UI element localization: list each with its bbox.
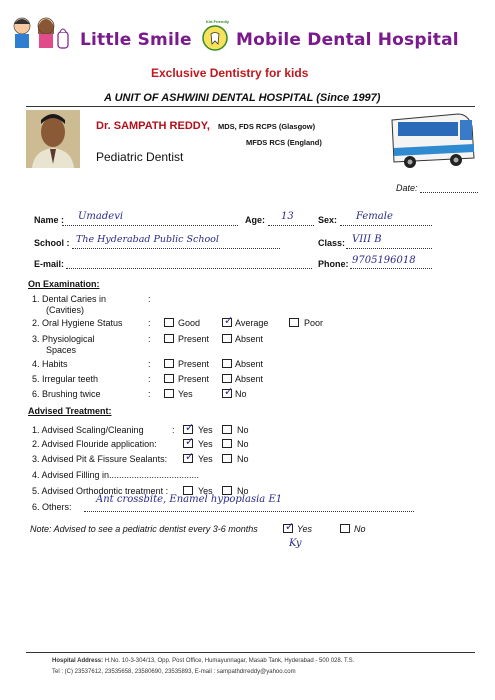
- sex-value: Female: [356, 211, 393, 222]
- tagline: Exclusive Dentistry for kids: [151, 66, 309, 80]
- followup-note: Note: Advised to see a pediatric dentist every 3-6 months: [30, 524, 258, 534]
- treatment-item-1-colon: :: [172, 425, 175, 435]
- habits-absent-label: Absent: [235, 359, 264, 369]
- brushing-yes-checkbox[interactable]: [164, 389, 174, 398]
- email-label: E-mail:: [34, 259, 65, 269]
- email-field[interactable]: [66, 268, 312, 269]
- doctor-name: Dr. SAMPATH REDDY,: [96, 120, 210, 132]
- spaces-present-checkbox[interactable]: [164, 334, 174, 343]
- treatment-item-2-label: 2. Advised Flouride application:: [32, 439, 157, 449]
- irregular-present-label: Present: [178, 374, 210, 384]
- name-label: Name :: [34, 215, 65, 225]
- sealants-no-label: No: [237, 454, 249, 464]
- kids-logo-icon: [6, 14, 74, 54]
- footer-address-text: H.No. 10-3-304/13, Opp. Post Office, Humayunnagar, Masab Tank, Hyderabad - 500 028. T.S.: [104, 658, 355, 664]
- class-label: Class:: [318, 238, 346, 248]
- note-yes-checkbox[interactable]: [283, 524, 293, 533]
- note-no-checkbox[interactable]: [340, 524, 350, 533]
- exam-item-3-label: 3. Physiological: [32, 334, 95, 344]
- date-line[interactable]: [420, 192, 478, 193]
- exam-item-2-label: 2. Oral Hygiene Status: [32, 318, 123, 328]
- oral-hygiene-poor-checkbox[interactable]: [289, 318, 299, 327]
- exam-item-5-colon: :: [148, 374, 151, 384]
- treatment-item-6-label: 6. Others:: [32, 502, 72, 512]
- exam-item-1-sublabel: (Cavities): [46, 305, 85, 315]
- exam-item-2-colon: :: [148, 318, 151, 328]
- fluoride-yes-label: Yes: [198, 439, 213, 449]
- note-no-label: No: [354, 524, 366, 534]
- phone-value: 9705196018: [352, 255, 416, 266]
- spaces-present-label: Present: [178, 334, 210, 344]
- scaling-yes-checkbox[interactable]: [183, 425, 193, 434]
- oral-hygiene-average-checkbox[interactable]: [222, 318, 232, 327]
- exam-item-3-sublabel: Spaces: [46, 345, 77, 355]
- phone-label: Phone:: [318, 259, 349, 269]
- oral-hygiene-good-checkbox[interactable]: [164, 318, 174, 327]
- exam-item-3-colon: :: [148, 334, 151, 344]
- exam-item-4-colon: :: [148, 359, 151, 369]
- age-label: Age:: [245, 215, 265, 225]
- scaling-no-checkbox[interactable]: [222, 425, 232, 434]
- sex-label: Sex:: [318, 215, 338, 225]
- sealants-yes-label: Yes: [198, 454, 213, 464]
- ortho-no-label: No: [237, 486, 249, 496]
- footer-divider: [26, 652, 475, 653]
- fluoride-no-label: No: [237, 439, 249, 449]
- treatment-item-1-label: 1. Advised Scaling/Cleaning: [32, 425, 144, 435]
- name-field[interactable]: [62, 225, 238, 226]
- treatment-item-5-label: 5. Advised Orthodontic treatment :: [32, 486, 169, 496]
- others-field[interactable]: [84, 511, 414, 512]
- exam-item-6-colon: :: [148, 389, 151, 399]
- unit-line: A UNIT OF ASHWINI DENTAL HOSPITAL (Since 1997): [104, 92, 381, 104]
- note-handwritten-mark: Ky: [289, 538, 302, 549]
- doctor-role: Pediatric Dentist: [96, 150, 184, 164]
- treatment-item-4-label: 4. Advised Filling in....................................: [32, 470, 200, 480]
- sealants-yes-checkbox[interactable]: [183, 454, 193, 463]
- class-field[interactable]: [346, 248, 432, 249]
- ortho-yes-label: Yes: [198, 486, 213, 496]
- exam-item-6-label: 6. Brushing twice: [32, 389, 101, 399]
- spaces-absent-label: Absent: [235, 334, 264, 344]
- habits-present-checkbox[interactable]: [164, 359, 174, 368]
- treatment-item-3-label: 3. Advised Pit & Fissure Sealants:: [32, 454, 168, 464]
- brushing-no-checkbox[interactable]: [222, 389, 232, 398]
- header-divider: [26, 106, 475, 107]
- exam-item-4-label: 4. Habits: [32, 359, 68, 369]
- footer-contact: Tel : (C) 23537612, 23535658, 23580690, 23535893, E-mail : sampathdrreddy@yahoo.com: [52, 669, 296, 675]
- note-yes-label: Yes: [297, 524, 313, 534]
- fluoride-no-checkbox[interactable]: [222, 439, 232, 448]
- footer-address-label: Hospital Address:: [52, 658, 104, 664]
- habits-present-label: Present: [178, 359, 210, 369]
- doctor-qualifications-1: MDS, FDS RCPS (Glasgow): [218, 122, 316, 131]
- hospital-name-right: Mobile Dental Hospital: [236, 30, 459, 50]
- phone-field[interactable]: [350, 268, 432, 269]
- kid-friendly-logo-icon: [202, 25, 228, 51]
- oral-hygiene-average-label: Average: [235, 318, 269, 328]
- kid-friendly-logo-text: Kid Friendly: [206, 19, 230, 24]
- oral-hygiene-good-label: Good: [178, 318, 201, 328]
- others-value: Ant crossbite, Enamel hypoplasia E1: [96, 494, 283, 505]
- spaces-absent-checkbox[interactable]: [222, 334, 232, 343]
- brushing-no-label: No: [235, 389, 247, 399]
- exam-item-1-label: 1. Dental Caries in: [32, 294, 107, 304]
- doctor-qualifications-2: MFDS RCS (England): [246, 138, 322, 147]
- age-value: 13: [281, 211, 294, 222]
- fluoride-yes-checkbox[interactable]: [183, 439, 193, 448]
- exam-item-1-colon: :: [148, 294, 151, 304]
- habits-absent-checkbox[interactable]: [222, 359, 232, 368]
- irregular-absent-checkbox[interactable]: [222, 374, 232, 383]
- brushing-yes-label: Yes: [178, 389, 193, 399]
- scaling-yes-label: Yes: [198, 425, 213, 435]
- date-label: Date:: [396, 183, 418, 193]
- age-field[interactable]: [268, 225, 314, 226]
- doctor-photo: [26, 110, 80, 168]
- irregular-absent-label: Absent: [235, 374, 264, 384]
- sex-field[interactable]: [340, 225, 432, 226]
- exam-item-5-label: 5. Irregular teeth: [32, 374, 99, 384]
- school-label: School :: [34, 238, 70, 248]
- oral-hygiene-poor-label: Poor: [304, 318, 324, 328]
- school-field[interactable]: [72, 248, 280, 249]
- treatment-heading: Advised Treatment:: [28, 406, 112, 416]
- school-value: The Hyderabad Public School: [76, 234, 219, 245]
- irregular-present-checkbox[interactable]: [164, 374, 174, 383]
- footer-address: [52, 658, 354, 664]
- examination-heading: On Examination:: [28, 279, 100, 289]
- scaling-no-label: No: [237, 425, 249, 435]
- mobile-bus-icon: [388, 108, 476, 174]
- sealants-no-checkbox[interactable]: [222, 454, 232, 463]
- hospital-name-left: Little Smile: [80, 30, 192, 50]
- class-value: VIII B: [352, 234, 382, 245]
- name-value: Umadevi: [78, 211, 124, 222]
